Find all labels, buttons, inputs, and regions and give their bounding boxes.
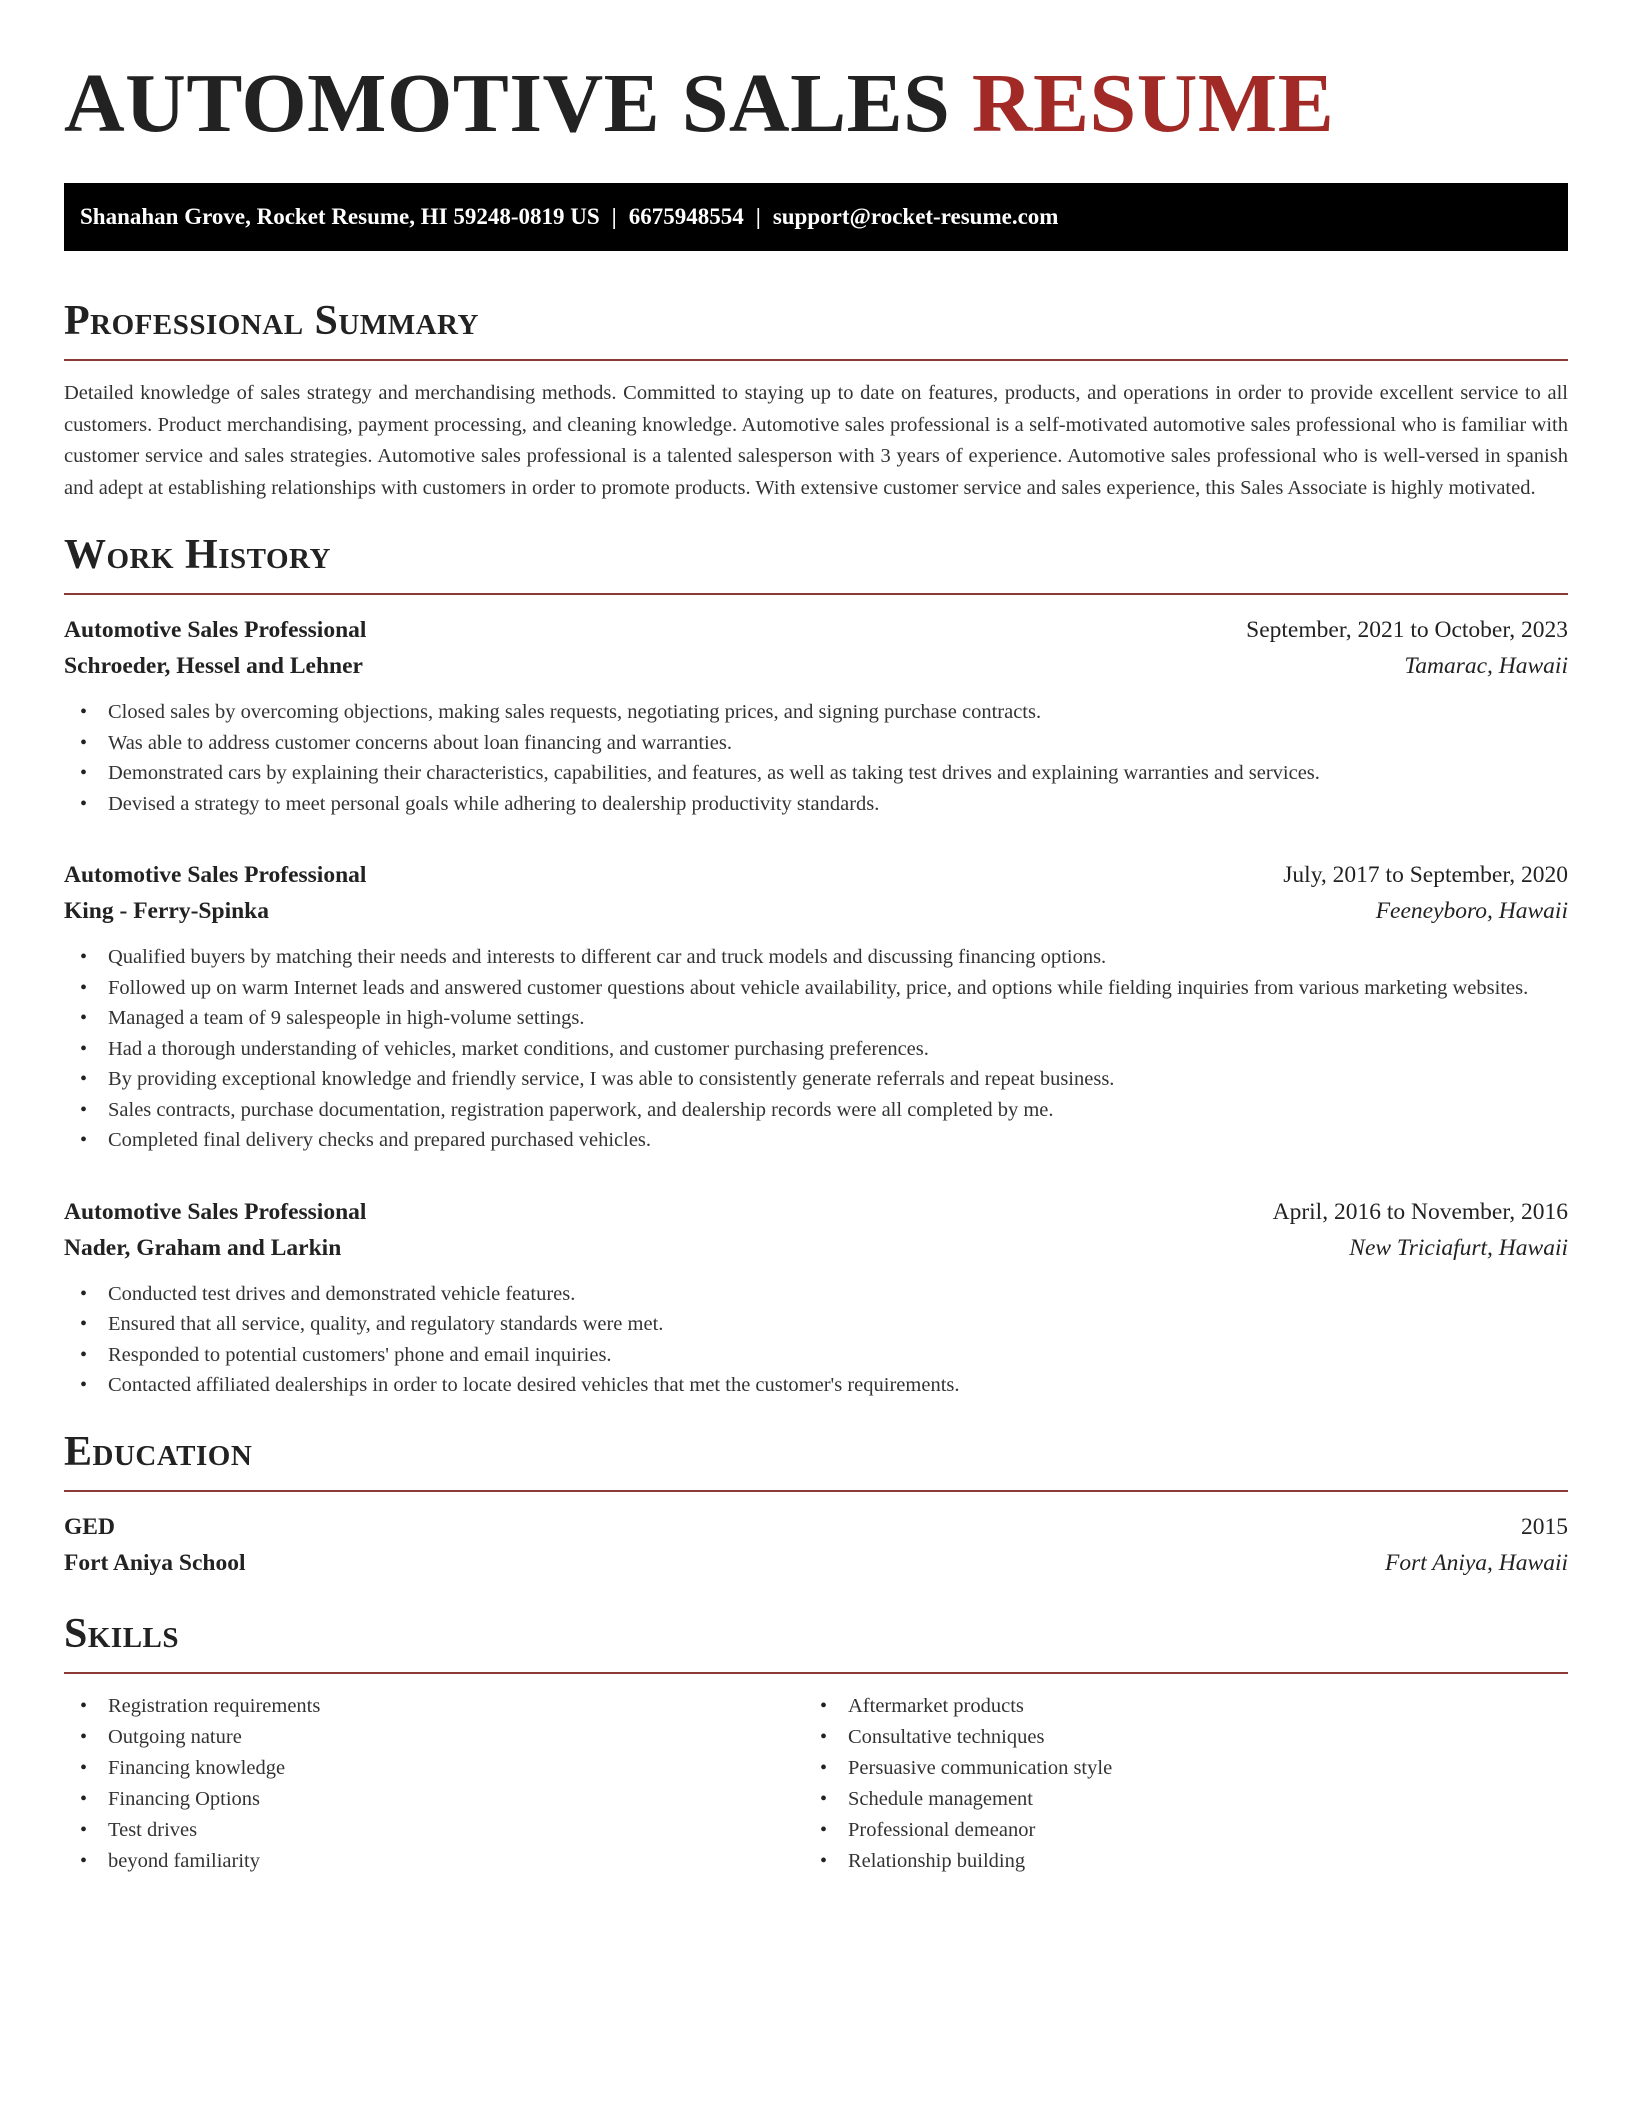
contact-separator: |: [755, 204, 761, 229]
skill-item: • Schedule management: [804, 1784, 1544, 1815]
job-bullets: [64, 942, 1568, 1156]
summary-section: [64, 296, 1568, 504]
contact-bar: [64, 183, 1568, 251]
resume-title: [64, 58, 1568, 150]
resume-page: [64, 0, 1568, 1877]
job-title: Automotive Sales Professional: [64, 1198, 367, 1225]
job-header-row: [64, 857, 1568, 893]
job-title: Automotive Sales Professional: [64, 862, 367, 888]
education-degree: GED: [64, 1513, 115, 1540]
job-location: Feeneyboro, Hawaii: [1375, 898, 1568, 924]
education-school-row: [64, 1545, 1568, 1581]
job-title: Automotive Sales Professional: [64, 617, 367, 643]
education-school: Fort Aniya School: [64, 1549, 246, 1576]
education-entry: [64, 1509, 1568, 1581]
skill-item: • Registration requirements: [64, 1691, 804, 1722]
education-year: 2015: [1521, 1513, 1568, 1540]
job-bullet: • Responded to potential customers' phone and email inquiries.: [64, 1340, 1568, 1371]
job-entry: [64, 612, 1568, 819]
job-entry: [64, 857, 1568, 1156]
job-company: King - Ferry-Spinka: [64, 898, 269, 924]
job-company-row: [64, 648, 1568, 684]
job-bullet: • Contacted affiliated dealerships in order to locate desired vehicles that met the customer's requirements.: [64, 1370, 1568, 1401]
job-dates: July, 2017 to September, 2020: [1283, 862, 1568, 888]
contact-email: support@rocket-resume.com: [772, 204, 1059, 229]
job-bullet: • Qualified buyers by matching their needs and interests to different car and truck models and discussing financing options.: [64, 942, 1568, 973]
job-header-row: [64, 612, 1568, 648]
job-bullet: • Sales contracts, purchase documentation, registration paperwork, and dealership records were all completed by me.: [64, 1095, 1568, 1126]
job-bullet: • Demonstrated cars by explaining their characteristics, capabilities, and features, as well as taking test drives and explaining warranties and services.: [64, 758, 1568, 789]
job-bullet: • Devised a strategy to meet personal goals while adhering to dealership productivity standards.: [64, 789, 1568, 820]
job-company-row: [64, 1230, 1568, 1266]
title-accent: RESUME: [971, 57, 1335, 150]
job-company: Schroeder, Hessel and Lehner: [64, 653, 363, 679]
contact-phone: 6675948554: [628, 204, 744, 229]
skills-columns: [64, 1691, 1568, 1877]
skill-item: • Relationship building: [804, 1846, 1544, 1877]
job-bullet: • Ensured that all service, quality, and regulatory standards were met.: [64, 1309, 1568, 1340]
skill-item: • Financing knowledge: [64, 1753, 804, 1784]
section-divider: [64, 593, 1568, 595]
work-history-heading: Work History: [64, 532, 331, 578]
section-divider: [64, 359, 1568, 361]
skill-item: • Outgoing nature: [64, 1722, 804, 1753]
job-bullet: • Managed a team of 9 salespeople in high-volume settings.: [64, 1003, 1568, 1034]
title-main: AUTOMOTIVE SALES: [64, 57, 951, 150]
skill-item: • Test drives: [64, 1815, 804, 1846]
job-bullet: • Was able to address customer concerns about loan financing and warranties.: [64, 728, 1568, 759]
skill-item: • Consultative techniques: [804, 1722, 1544, 1753]
job-location: New Triciafurt, Hawaii: [1349, 1234, 1568, 1261]
skills-column-left: [64, 1691, 804, 1877]
summary-text: Detailed knowledge of sales strategy and merchandising methods. Committed to staying up to date on features, products, and operations in order to provide excellent service to all customers. Product merchandising, payment processing, and cleaning knowledge. Automotive sales professional is a self-motivated automotive sales professional who is familiar with customer service and sales strategies. Automotive sales professional is a talented salesperson with 3 years of experience. Automotive sales professional who is well-versed in spanish and adept at establishing relationships with customers in order to promote products. With extensive customer service and sales experience, this Sales Associate is highly motivated.: [64, 382, 1568, 499]
contact-address: Shanahan Grove, Rocket Resume, HI 59248-0819 US: [80, 204, 600, 229]
education-location: Fort Aniya, Hawaii: [1385, 1549, 1568, 1576]
skill-item: • Professional demeanor: [804, 1815, 1544, 1846]
job-company-row: [64, 893, 1568, 929]
skill-item: • Aftermarket products: [804, 1691, 1544, 1722]
contact-separator: |: [611, 204, 617, 229]
summary-heading: Professional Summary: [64, 298, 479, 344]
education-heading: Education: [64, 1428, 253, 1475]
job-bullet: • Had a thorough understanding of vehicles, market conditions, and customer purchasing preferences.: [64, 1034, 1568, 1065]
job-entry: [64, 1194, 1568, 1401]
section-divider: [64, 1672, 1568, 1674]
skill-item: • Persuasive communication style: [804, 1753, 1544, 1784]
job-dates: September, 2021 to October, 2023: [1246, 617, 1568, 643]
work-history-section: [64, 530, 1568, 1401]
job-bullet: • By providing exceptional knowledge and friendly service, I was able to consistently generate referrals and repeat business.: [64, 1064, 1568, 1095]
education-header-row: [64, 1509, 1568, 1545]
job-bullets: [64, 1279, 1568, 1401]
job-bullet: • Closed sales by overcoming objections, making sales requests, negotiating prices, and signing purchase contracts.: [64, 697, 1568, 728]
job-company: Nader, Graham and Larkin: [64, 1234, 342, 1261]
skills-column-right: [804, 1691, 1544, 1877]
skills-section: [64, 1609, 1568, 1877]
skill-item: • Financing Options: [64, 1784, 804, 1815]
skill-item: • beyond familiarity: [64, 1846, 804, 1877]
job-location: Tamarac, Hawaii: [1404, 653, 1568, 679]
skills-heading: Skills: [64, 1610, 180, 1657]
job-header-row: [64, 1194, 1568, 1230]
education-section: [64, 1427, 1568, 1581]
section-divider: [64, 1490, 1568, 1492]
job-bullet: • Followed up on warm Internet leads and answered customer questions about vehicle availability, price, and options while fielding inquiries from various marketing websites.: [64, 973, 1568, 1004]
job-bullet: • Conducted test drives and demonstrated vehicle features.: [64, 1279, 1568, 1310]
job-bullets: [64, 697, 1568, 819]
job-bullet: • Completed final delivery checks and prepared purchased vehicles.: [64, 1125, 1568, 1156]
job-dates: April, 2016 to November, 2016: [1272, 1198, 1568, 1225]
